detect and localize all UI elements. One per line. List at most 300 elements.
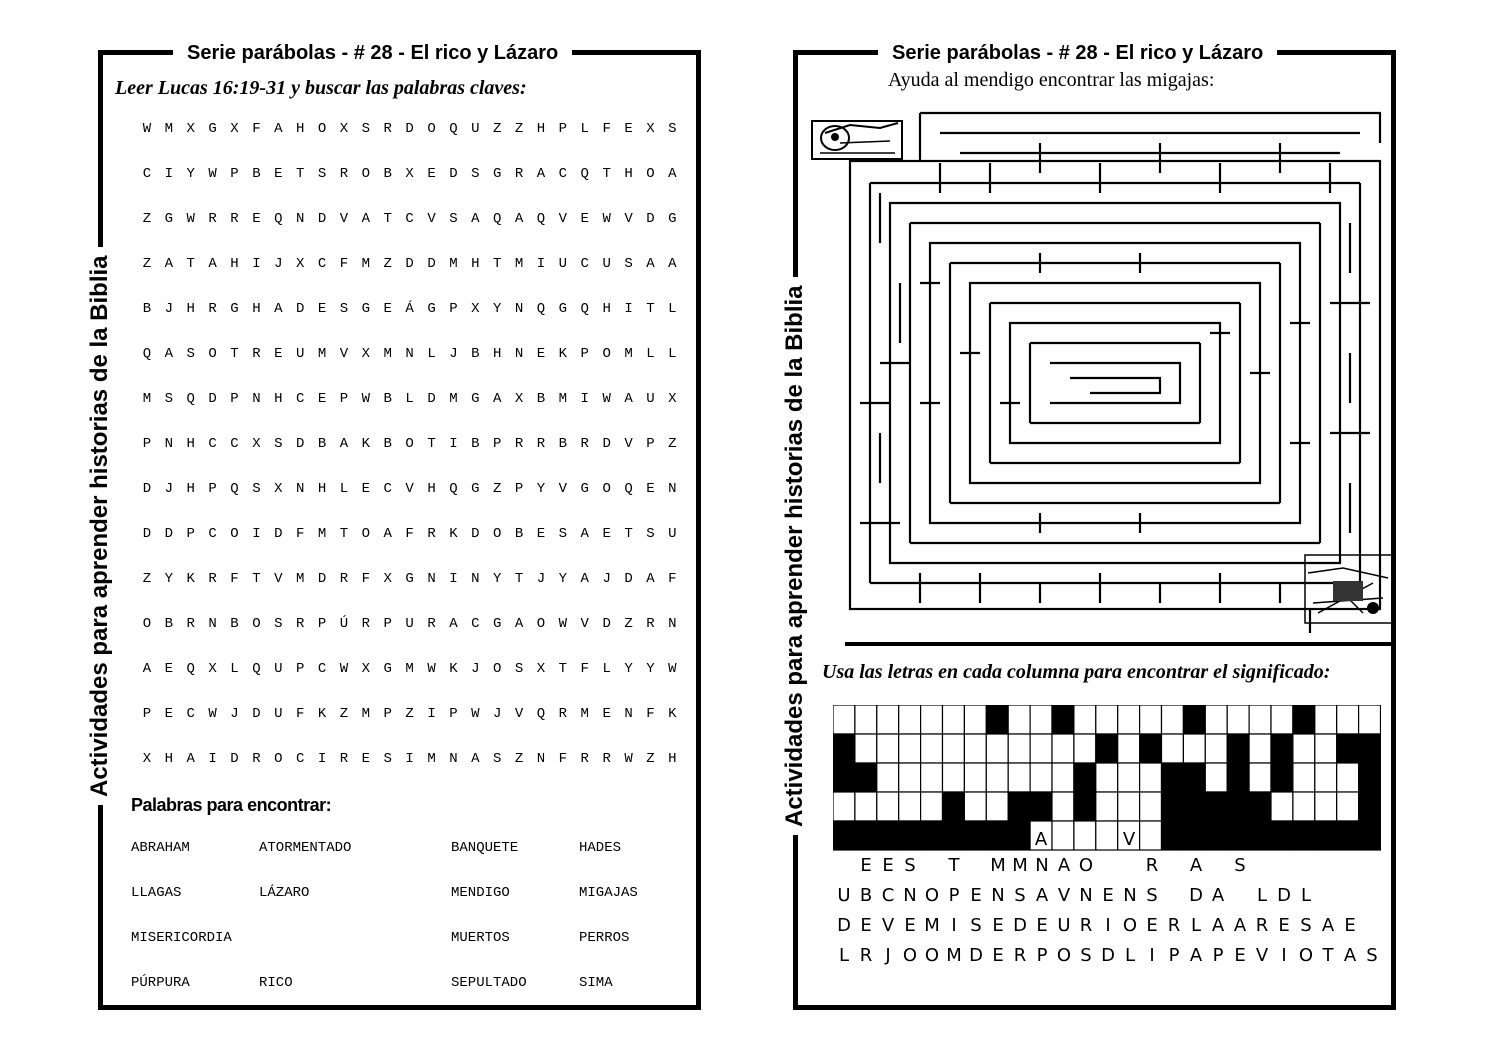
grid-letter[interactable]: A [208,256,217,272]
grid-letter[interactable]: Z [646,751,655,767]
grid-letter[interactable]: Q [186,391,195,407]
grid-letter[interactable]: A [536,166,546,182]
grid-letter[interactable]: D [427,256,436,272]
grid-letter[interactable]: F [252,121,261,137]
grid-letter[interactable]: X [514,391,524,407]
grid-letter[interactable]: O [252,616,261,632]
grid-letter[interactable]: H [536,121,546,137]
grid-letter[interactable]: A [624,391,633,407]
grid-letter[interactable]: X [142,751,152,767]
grid-letter[interactable]: T [492,256,502,272]
grid-letter[interactable]: N [295,211,305,227]
grid-letter[interactable]: D [230,751,239,767]
grid-letter[interactable]: K [668,706,677,722]
grid-letter[interactable]: Z [383,256,392,272]
grid-letter[interactable]: R [536,436,546,452]
grid-letter[interactable]: R [427,616,436,632]
grid-letter[interactable]: J [164,301,174,317]
grid-letter[interactable]: M [580,706,589,722]
cipher-cell[interactable] [1315,705,1337,734]
grid-letter[interactable]: A [186,751,195,767]
grid-letter[interactable]: V [558,481,568,497]
grid-letter[interactable]: I [405,751,414,767]
grid-letter[interactable]: E [536,526,546,542]
grid-letter[interactable]: A [668,166,677,182]
cipher-cell[interactable] [1074,734,1096,763]
grid-letter[interactable]: U [295,346,305,362]
grid-letter[interactable]: G [164,211,174,227]
grid-letter[interactable]: E [536,346,546,362]
grid-letter[interactable]: P [449,301,458,317]
grid-letter[interactable]: J [164,481,174,497]
grid-letter[interactable]: R [339,166,349,182]
grid-letter[interactable]: P [558,121,568,137]
cipher-cell[interactable] [1337,705,1359,734]
grid-letter[interactable]: M [449,391,458,407]
grid-letter[interactable]: V [274,571,283,587]
grid-letter[interactable]: M [295,571,305,587]
grid-letter[interactable]: Q [536,706,546,722]
grid-letter[interactable]: W [624,751,633,767]
grid-letter[interactable]: S [317,166,327,182]
grid-letter[interactable]: T [186,256,195,272]
grid-letter[interactable]: L [339,481,349,497]
grid-letter[interactable]: S [471,166,480,182]
grid-letter[interactable]: H [471,256,480,272]
grid-letter[interactable]: P [492,436,502,452]
grid-letter[interactable]: X [186,121,195,137]
grid-letter[interactable]: T [646,301,655,317]
grid-letter[interactable]: B [252,166,261,182]
grid-letter[interactable]: S [274,616,283,632]
grid-letter[interactable]: Z [492,481,502,497]
grid-letter[interactable]: A [471,211,480,227]
grid-letter[interactable]: K [558,346,568,362]
grid-letter[interactable]: O [427,121,436,137]
grid-letter[interactable]: R [230,211,239,227]
cipher-cell[interactable] [1030,705,1052,734]
cipher-cell[interactable] [1030,763,1052,792]
cipher-cell[interactable] [1337,792,1359,821]
grid-letter[interactable]: D [405,121,414,137]
grid-letter[interactable]: W [339,661,349,677]
grid-letter[interactable]: D [274,526,283,542]
cipher-cell[interactable] [943,763,965,792]
grid-letter[interactable]: I [624,301,633,317]
grid-letter[interactable]: C [317,256,327,272]
grid-letter[interactable]: C [230,436,239,452]
cipher-cell[interactable] [1140,792,1162,821]
grid-letter[interactable]: B [383,436,392,452]
cipher-cell[interactable] [921,792,943,821]
grid-letter[interactable]: N [668,616,677,632]
grid-letter[interactable]: Z [514,121,524,137]
cipher-cell[interactable] [1074,705,1096,734]
grid-letter[interactable]: T [230,346,239,362]
cipher-cell[interactable] [1074,821,1096,850]
grid-letter[interactable]: R [208,571,217,587]
grid-letter[interactable]: H [624,166,633,182]
grid-letter[interactable]: O [230,526,239,542]
grid-letter[interactable]: T [295,166,305,182]
grid-letter[interactable]: G [230,301,239,317]
grid-letter[interactable]: U [405,616,414,632]
grid-letter[interactable]: M [164,121,174,137]
grid-letter[interactable]: G [383,661,392,677]
grid-letter[interactable]: S [624,256,633,272]
grid-letter[interactable]: W [668,661,677,677]
cipher-cell[interactable] [1096,821,1118,850]
grid-letter[interactable]: D [208,391,217,407]
grid-letter[interactable]: F [339,256,349,272]
grid-letter[interactable]: U [558,256,568,272]
grid-letter[interactable]: I [164,166,174,182]
cipher-cell[interactable] [921,734,943,763]
cipher-cell[interactable] [943,705,965,734]
grid-letter[interactable]: A [646,256,655,272]
grid-letter[interactable]: E [361,481,371,497]
cipher-cell[interactable] [1118,792,1140,821]
grid-letter[interactable]: I [449,571,458,587]
grid-letter[interactable]: R [646,616,655,632]
cipher-cell[interactable] [1118,734,1140,763]
grid-letter[interactable]: H [186,481,195,497]
cipher-grid[interactable] [833,705,1381,853]
grid-letter[interactable]: R [383,121,392,137]
grid-letter[interactable]: Z [142,211,152,227]
grid-letter[interactable]: N [405,346,414,362]
cipher-cell[interactable] [877,734,899,763]
cipher-cell[interactable] [1315,763,1337,792]
grid-letter[interactable]: S [558,526,568,542]
grid-letter[interactable]: S [252,481,261,497]
grid-letter[interactable]: G [558,301,568,317]
grid-letter[interactable]: V [514,706,524,722]
grid-letter[interactable]: E [602,706,611,722]
grid-letter[interactable]: K [449,661,458,677]
grid-letter[interactable]: E [624,121,633,137]
grid-letter[interactable]: I [252,256,261,272]
grid-letter[interactable]: W [602,211,611,227]
cipher-cell[interactable] [1096,792,1118,821]
grid-letter[interactable]: S [668,121,677,137]
grid-letter[interactable]: F [602,121,611,137]
grid-letter[interactable]: J [471,661,480,677]
grid-letter[interactable]: D [449,166,458,182]
grid-letter[interactable]: S [339,301,349,317]
grid-letter[interactable]: E [252,211,261,227]
grid-letter[interactable]: K [317,706,327,722]
grid-letter[interactable]: W [361,391,371,407]
grid-letter[interactable]: D [142,526,152,542]
grid-letter[interactable]: B [536,391,546,407]
grid-letter[interactable]: H [317,481,327,497]
grid-letter[interactable]: J [449,346,458,362]
cipher-cell[interactable] [1096,763,1118,792]
grid-letter[interactable]: U [668,526,677,542]
grid-letter[interactable]: E [274,346,283,362]
grid-letter[interactable]: P [383,706,392,722]
grid-letter[interactable]: C [317,661,327,677]
grid-letter[interactable]: Á [405,301,414,317]
cipher-cell[interactable] [964,763,986,792]
grid-letter[interactable]: P [646,436,655,452]
grid-letter[interactable]: D [317,211,327,227]
grid-letter[interactable]: G [471,391,480,407]
grid-letter[interactable]: E [164,706,174,722]
grid-letter[interactable]: A [492,391,502,407]
grid-letter[interactable]: T [514,571,524,587]
grid-letter[interactable]: W [186,211,195,227]
grid-letter[interactable]: D [317,571,327,587]
grid-letter[interactable]: X [230,121,239,137]
grid-letter[interactable]: E [361,751,371,767]
grid-letter[interactable]: J [492,706,502,722]
cipher-cell[interactable] [986,792,1008,821]
cipher-cell[interactable] [921,705,943,734]
cipher-cell[interactable] [899,705,921,734]
grid-letter[interactable]: U [274,706,283,722]
grid-letter[interactable]: B [471,436,480,452]
grid-letter[interactable]: A [164,346,174,362]
grid-letter[interactable]: O [646,166,655,182]
cipher-cell[interactable] [899,763,921,792]
grid-letter[interactable]: V [580,616,589,632]
grid-letter[interactable]: I [317,751,327,767]
grid-letter[interactable]: S [361,121,371,137]
grid-letter[interactable]: A [580,526,589,542]
grid-letter[interactable]: Z [405,706,414,722]
grid-letter[interactable]: T [252,571,261,587]
grid-letter[interactable]: R [558,706,568,722]
grid-letter[interactable]: L [580,121,589,137]
grid-letter[interactable]: P [186,526,195,542]
grid-letter[interactable]: M [449,256,458,272]
cipher-cell[interactable] [1293,763,1315,792]
grid-letter[interactable]: X [361,661,371,677]
cipher-cell[interactable] [1205,734,1227,763]
grid-letter[interactable]: Z [142,256,152,272]
grid-letter[interactable]: T [624,526,633,542]
grid-letter[interactable]: X [383,571,392,587]
grid-letter[interactable]: D [646,211,655,227]
cipher-cell[interactable] [1140,821,1162,850]
grid-letter[interactable]: R [339,571,349,587]
grid-letter[interactable]: I [427,706,436,722]
cipher-cell[interactable] [1183,734,1205,763]
grid-letter[interactable]: S [164,391,174,407]
grid-letter[interactable]: C [295,751,305,767]
grid-letter[interactable]: Y [624,661,633,677]
cipher-cell[interactable] [1249,705,1271,734]
cipher-cell[interactable] [986,763,1008,792]
grid-letter[interactable]: U [602,256,611,272]
grid-letter[interactable]: H [602,301,611,317]
grid-letter[interactable]: A [274,121,283,137]
grid-letter[interactable]: O [361,526,371,542]
grid-letter[interactable]: T [427,436,436,452]
grid-letter[interactable]: L [427,346,436,362]
grid-letter[interactable]: G [471,481,480,497]
grid-letter[interactable]: A [668,256,677,272]
grid-letter[interactable]: D [405,256,414,272]
grid-letter[interactable]: G [405,571,414,587]
grid-letter[interactable]: Q [580,166,589,182]
grid-letter[interactable]: T [383,211,392,227]
grid-letter[interactable]: T [602,166,611,182]
grid-letter[interactable]: C [295,391,305,407]
grid-letter[interactable]: C [142,166,152,182]
grid-letter[interactable]: E [274,166,283,182]
cipher-cell[interactable] [964,734,986,763]
grid-letter[interactable]: D [164,526,174,542]
grid-letter[interactable]: N [668,481,677,497]
grid-letter[interactable]: O [317,121,327,137]
grid-letter[interactable]: S [383,751,392,767]
grid-letter[interactable]: D [624,571,633,587]
grid-letter[interactable]: A [471,751,480,767]
grid-letter[interactable]: R [427,526,436,542]
grid-letter[interactable]: Z [339,706,349,722]
cipher-cell[interactable] [1249,734,1271,763]
grid-letter[interactable]: G [668,211,677,227]
grid-letter[interactable]: P [383,616,392,632]
grid-letter[interactable]: G [580,481,589,497]
grid-letter[interactable]: G [427,301,436,317]
cipher-cell[interactable] [1140,763,1162,792]
grid-letter[interactable]: A [449,616,458,632]
grid-letter[interactable]: I [449,436,458,452]
grid-letter[interactable]: V [558,211,568,227]
grid-letter[interactable]: Q [230,481,239,497]
grid-letter[interactable]: G [492,616,502,632]
grid-letter[interactable]: E [427,166,436,182]
grid-letter[interactable]: D [295,436,305,452]
grid-letter[interactable]: H [295,121,305,137]
grid-letter[interactable]: F [646,706,655,722]
grid-letter[interactable]: D [602,436,611,452]
grid-letter[interactable]: R [514,436,524,452]
grid-letter[interactable]: Z [142,571,152,587]
grid-letter[interactable]: M [405,661,414,677]
grid-letter[interactable]: R [186,616,195,632]
cipher-cell[interactable] [1052,821,1074,850]
cipher-cell[interactable] [1227,705,1249,734]
grid-letter[interactable]: U [646,391,655,407]
grid-letter[interactable]: R [361,616,371,632]
cipher-cell[interactable] [1249,763,1271,792]
grid-letter[interactable]: A [646,571,655,587]
grid-letter[interactable]: X [295,256,305,272]
grid-letter[interactable]: K [449,526,458,542]
grid-letter[interactable]: H [492,346,502,362]
grid-letter[interactable]: X [668,391,677,407]
grid-letter[interactable]: O [492,661,502,677]
grid-letter[interactable]: H [252,301,261,317]
grid-letter[interactable]: W [208,706,217,722]
grid-letter[interactable]: S [449,211,458,227]
grid-letter[interactable]: H [230,256,239,272]
grid-letter[interactable]: X [208,661,217,677]
grid-letter[interactable]: Y [492,571,502,587]
grid-letter[interactable]: R [295,616,305,632]
cipher-cell[interactable] [877,705,899,734]
grid-letter[interactable]: F [558,751,568,767]
grid-letter[interactable]: D [252,706,261,722]
grid-letter[interactable]: N [624,706,633,722]
grid-letter[interactable]: R [580,436,589,452]
cipher-cell[interactable] [964,792,986,821]
grid-letter[interactable]: J [274,256,283,272]
grid-letter[interactable]: O [208,346,217,362]
grid-letter[interactable]: X [361,346,371,362]
grid-letter[interactable]: N [427,571,436,587]
grid-letter[interactable]: B [142,301,152,317]
grid-letter[interactable]: C [208,526,217,542]
grid-letter[interactable]: C [558,166,568,182]
cipher-cell[interactable] [833,792,855,821]
grid-letter[interactable]: P [142,436,152,452]
cipher-cell[interactable] [1008,705,1030,734]
grid-letter[interactable]: Q [449,481,458,497]
cipher-cell[interactable] [1162,734,1184,763]
grid-letter[interactable]: Y [558,571,568,587]
cipher-cell[interactable] [1008,734,1030,763]
grid-letter[interactable]: B [471,346,480,362]
grid-letter[interactable]: L [602,661,611,677]
grid-letter[interactable]: M [317,526,327,542]
grid-letter[interactable]: A [580,571,589,587]
grid-letter[interactable]: E [317,301,327,317]
grid-letter[interactable]: Q [624,481,633,497]
cipher-cell[interactable] [943,734,965,763]
grid-letter[interactable]: L [405,391,414,407]
grid-letter[interactable]: A [361,211,371,227]
grid-letter[interactable]: O [142,616,152,632]
grid-letter[interactable]: M [427,751,436,767]
grid-letter[interactable]: J [602,571,611,587]
grid-letter[interactable]: Q [252,661,261,677]
grid-letter[interactable]: Y [492,301,502,317]
grid-letter[interactable]: H [427,481,436,497]
cipher-cell[interactable] [1052,734,1074,763]
cipher-cell[interactable] [1315,734,1337,763]
grid-letter[interactable]: B [317,436,327,452]
grid-letter[interactable]: N [514,346,524,362]
cipher-cell[interactable] [986,734,1008,763]
grid-letter[interactable]: R [514,166,524,182]
grid-letter[interactable]: E [383,301,392,317]
grid-letter[interactable]: G [208,121,217,137]
grid-letter[interactable]: Q [536,211,546,227]
grid-letter[interactable]: C [186,706,195,722]
grid-letter[interactable]: D [295,301,305,317]
grid-letter[interactable]: R [208,301,217,317]
grid-letter[interactable]: Q [186,661,195,677]
cipher-cell[interactable] [1096,705,1118,734]
grid-letter[interactable]: Y [646,661,655,677]
grid-letter[interactable]: N [164,436,174,452]
cipher-cell[interactable] [1008,763,1030,792]
grid-letter[interactable]: W [602,391,611,407]
cipher-cell[interactable] [1205,705,1227,734]
grid-letter[interactable]: Y [186,166,195,182]
cipher-cell[interactable] [1162,705,1184,734]
grid-letter[interactable]: C [471,616,480,632]
grid-letter[interactable]: F [295,526,305,542]
grid-letter[interactable]: R [252,751,261,767]
grid-letter[interactable]: O [405,436,414,452]
